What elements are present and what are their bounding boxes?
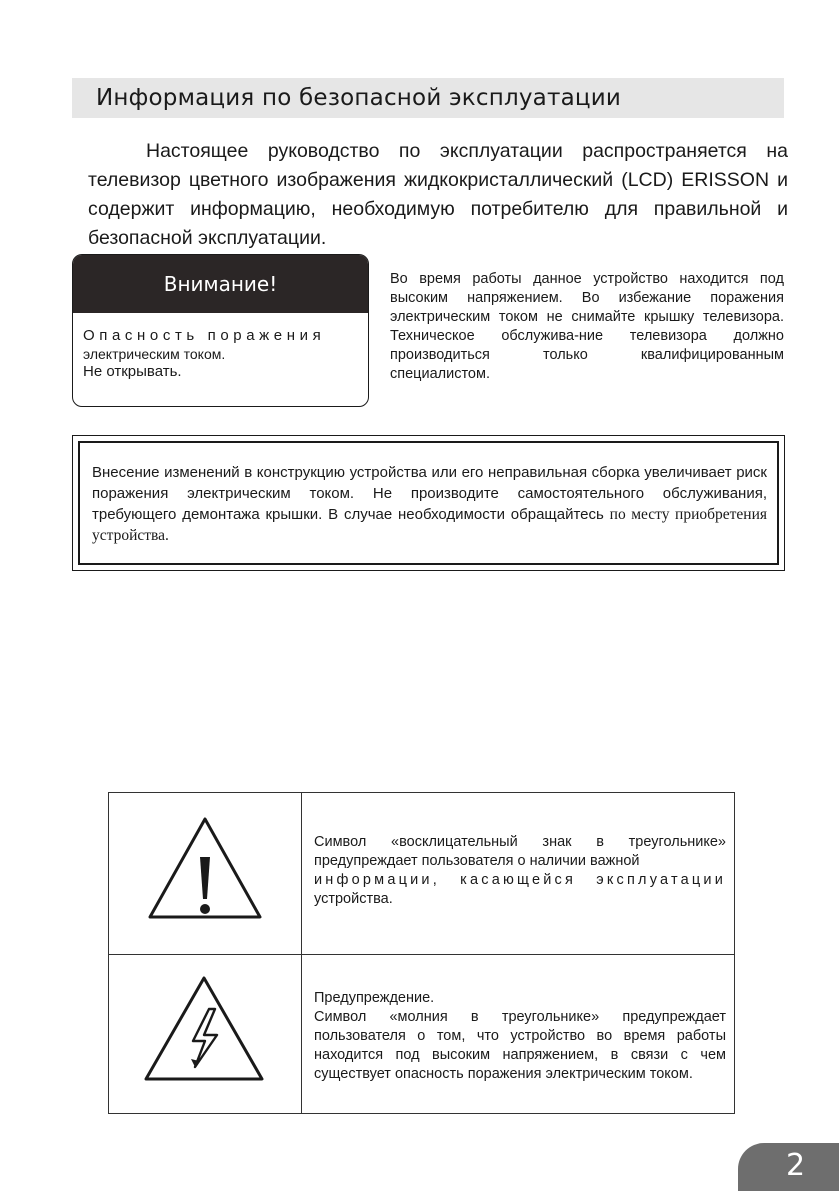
table-divider-vertical: [301, 793, 302, 1113]
warning-line-2: электрическим током.: [83, 346, 226, 362]
warning-line-3: Не открывать.: [83, 363, 182, 380]
exclamation-description: [314, 833, 726, 909]
page-title: Информация по безопасной эксплуатации: [96, 85, 622, 111]
intro-text: Настоящее руководство по эксплуатации распространяется на телевизор цветного изображения жидкокристаллический (LCD) ERISSON и содержит информацию, необходимую потребителю для правильной и безопасной эксплуатации.: [88, 140, 788, 249]
warning-line-1: Опасность поражения: [83, 327, 326, 344]
lightning-text: Символ «молния в треугольнике» предупреждает пользователя о том, что устройство во время работы находится под высоким напряжением, в связи с чем существует опасность поражения электрическим током.: [314, 1009, 726, 1082]
page-number-tab: [738, 1143, 839, 1191]
warning-title: Внимание!: [73, 255, 368, 313]
page-number: 2: [786, 1148, 806, 1183]
exclamation-line-2: информации, касающейся эксплуатации: [314, 872, 726, 888]
intro-paragraph: [88, 137, 788, 253]
warning-description: Во время работы данное устройство находится под высоким напряжением. Во избежание поражения электрическим током не снимайте крышку телевизора. Техническое обслужива-ние телевизора должно производиться только квалифицированным специалистом.: [390, 271, 784, 382]
exclamation-line-1: Символ «восклицательный знак в треугольнике» предупреждает пользователя о наличии важной: [314, 834, 726, 869]
table-divider-horizontal: [109, 954, 734, 955]
symbol-table: [108, 792, 735, 1114]
section-header: [72, 78, 784, 118]
lightning-description: [314, 989, 726, 1084]
exclamation-line-3: устройства.: [314, 891, 393, 907]
notice-inner-frame: [78, 441, 779, 565]
exclamation-triangle-icon: [145, 813, 265, 923]
warning-box: [72, 254, 369, 407]
lightning-triangle-icon: [141, 973, 267, 1083]
notice-text: [92, 462, 767, 546]
lightning-title: Предупреждение.: [314, 990, 435, 1006]
notice-text-tail: по месту приобретения устройства.: [92, 506, 768, 544]
notice-text-main: Внесение изменений в конструкцию устройства или его неправильная сборка увеличивает риск поражения электрическим током. Не производите самостоятельного обслуживания, требующего демонтажа крышки. В случае необходимости обращайтесь: [92, 464, 767, 523]
warning-body: [73, 313, 368, 381]
notice-frame: [72, 435, 785, 571]
